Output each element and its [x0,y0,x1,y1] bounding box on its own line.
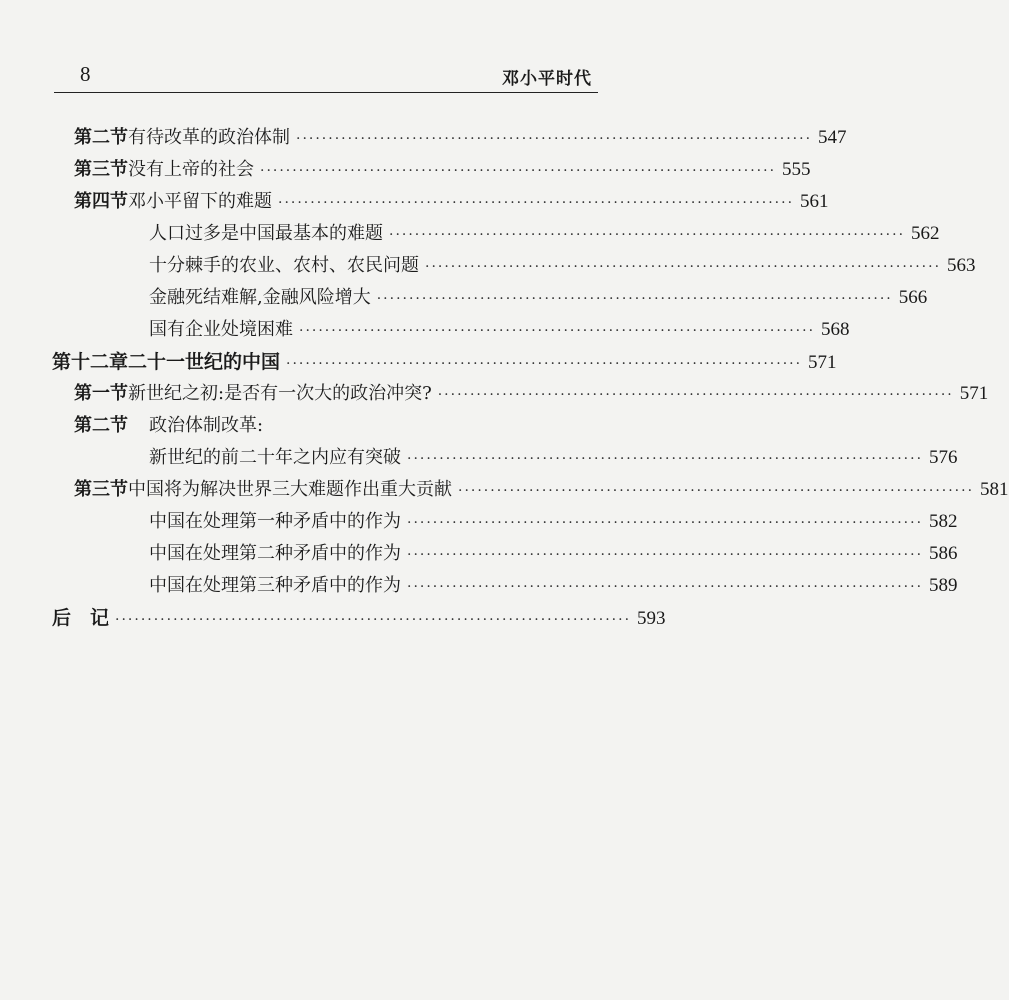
toc-entry [74,475,1009,505]
toc-entry-title: 金融死结难解,金融风险增大 [149,287,371,308]
toc-entry-label: 第十二章 [52,351,129,373]
toc-entry-page: 547 [818,127,847,148]
leader-dots: ················································································ [407,547,924,563]
toc-entry [149,443,958,473]
toc-entry [74,123,847,153]
toc-entry-page: 563 [947,255,976,276]
leader-dots: ················································································ [299,323,816,339]
toc-entry-label: 第四节 [74,191,128,212]
toc-entry-title: 有待改革的政治体制 [128,127,290,148]
header-rule [54,92,598,93]
leader-dots: ················································································ [458,483,975,499]
toc-entry-label: 第二节 [74,127,128,148]
toc-entry-page: 571 [959,383,989,404]
toc-entry-title: 没有上帝的社会 [128,159,254,180]
toc-entry [149,219,940,249]
toc-entry [149,539,958,569]
toc-entry-title: 中国将为解决世界三大难题作出重大贡献 [128,479,452,500]
toc-entry-title: 中国在处理第三种矛盾中的作为 [149,575,401,596]
toc-entry-title: 中国在处理第一种矛盾中的作为 [149,511,401,532]
toc-entry-page: 561 [800,191,829,212]
running-title: 邓小平时代 [502,69,592,89]
toc-entry [74,155,811,185]
toc-entry-page: 562 [911,223,940,244]
leader-dots: ················································································ [425,259,942,275]
toc-entry [149,315,850,345]
toc-entry-title: 邓小平留下的难题 [128,191,272,212]
toc-entry-page: 593 [637,608,666,629]
toc-entry-page: 589 [929,575,958,596]
toc-entry-page: 581 [980,479,1009,500]
toc-entry-label: 后 记 [52,607,110,629]
toc-entry-label: 第一节 [74,383,128,404]
leader-dots: ················································································ [278,195,795,211]
toc-entry-title: 十分棘手的农业、农村、农民问题 [149,255,419,276]
toc-entry [74,411,594,441]
leader-dots: ················································································ [115,612,632,628]
toc-entry-page: 566 [898,287,928,308]
leader-dots: ················································································ [389,227,906,243]
toc-entry-page: 571 [808,352,837,373]
toc-entry-page: 576 [929,447,958,468]
toc-entry-title: 政治体制改革: [149,415,264,436]
leader-dots: ················································································ [376,291,893,307]
toc-entry [149,251,976,281]
page-number: 8 [80,62,91,86]
toc-entry-title: 中国在处理第二种矛盾中的作为 [149,543,401,564]
toc-entry-title: 国有企业处境困难 [149,319,293,340]
toc-entry [149,507,958,537]
toc-entry [149,571,958,601]
toc-entry-page: 582 [929,511,958,532]
toc-entry [149,283,928,313]
leader-dots: ················································································ [437,387,954,403]
toc-entry-title: 新世纪的前二十年之内应有突破 [149,447,401,468]
toc-entry [74,379,989,409]
toc-entry [74,187,829,217]
leader-dots: ················································································ [260,163,777,179]
leader-dots: ················································································ [407,515,924,531]
toc-entry-label: 第三节 [74,159,128,180]
leader-dots: ················································································ [286,356,803,372]
toc-entry-title: 人口过多是中国最基本的难题 [149,223,383,244]
leader-dots: ················································································ [407,579,924,595]
toc-entry-page: 586 [929,543,958,564]
toc-entry-title: 二十一世纪的中国 [128,351,281,373]
leader-dots: ················································································ [407,451,924,467]
toc-entry-title: 新世纪之初:是否有一次大的政治冲突? [128,383,432,404]
toc-entry-label: 第三节 [74,479,128,500]
toc-entry [52,603,666,633]
toc-entry [52,347,837,377]
leader-dots: ················································································ [296,131,813,147]
toc-entry-label: 第二节 [74,415,128,436]
toc-entry-page: 555 [782,159,811,180]
toc-entry-page: 568 [821,319,850,340]
page-header [54,62,594,92]
